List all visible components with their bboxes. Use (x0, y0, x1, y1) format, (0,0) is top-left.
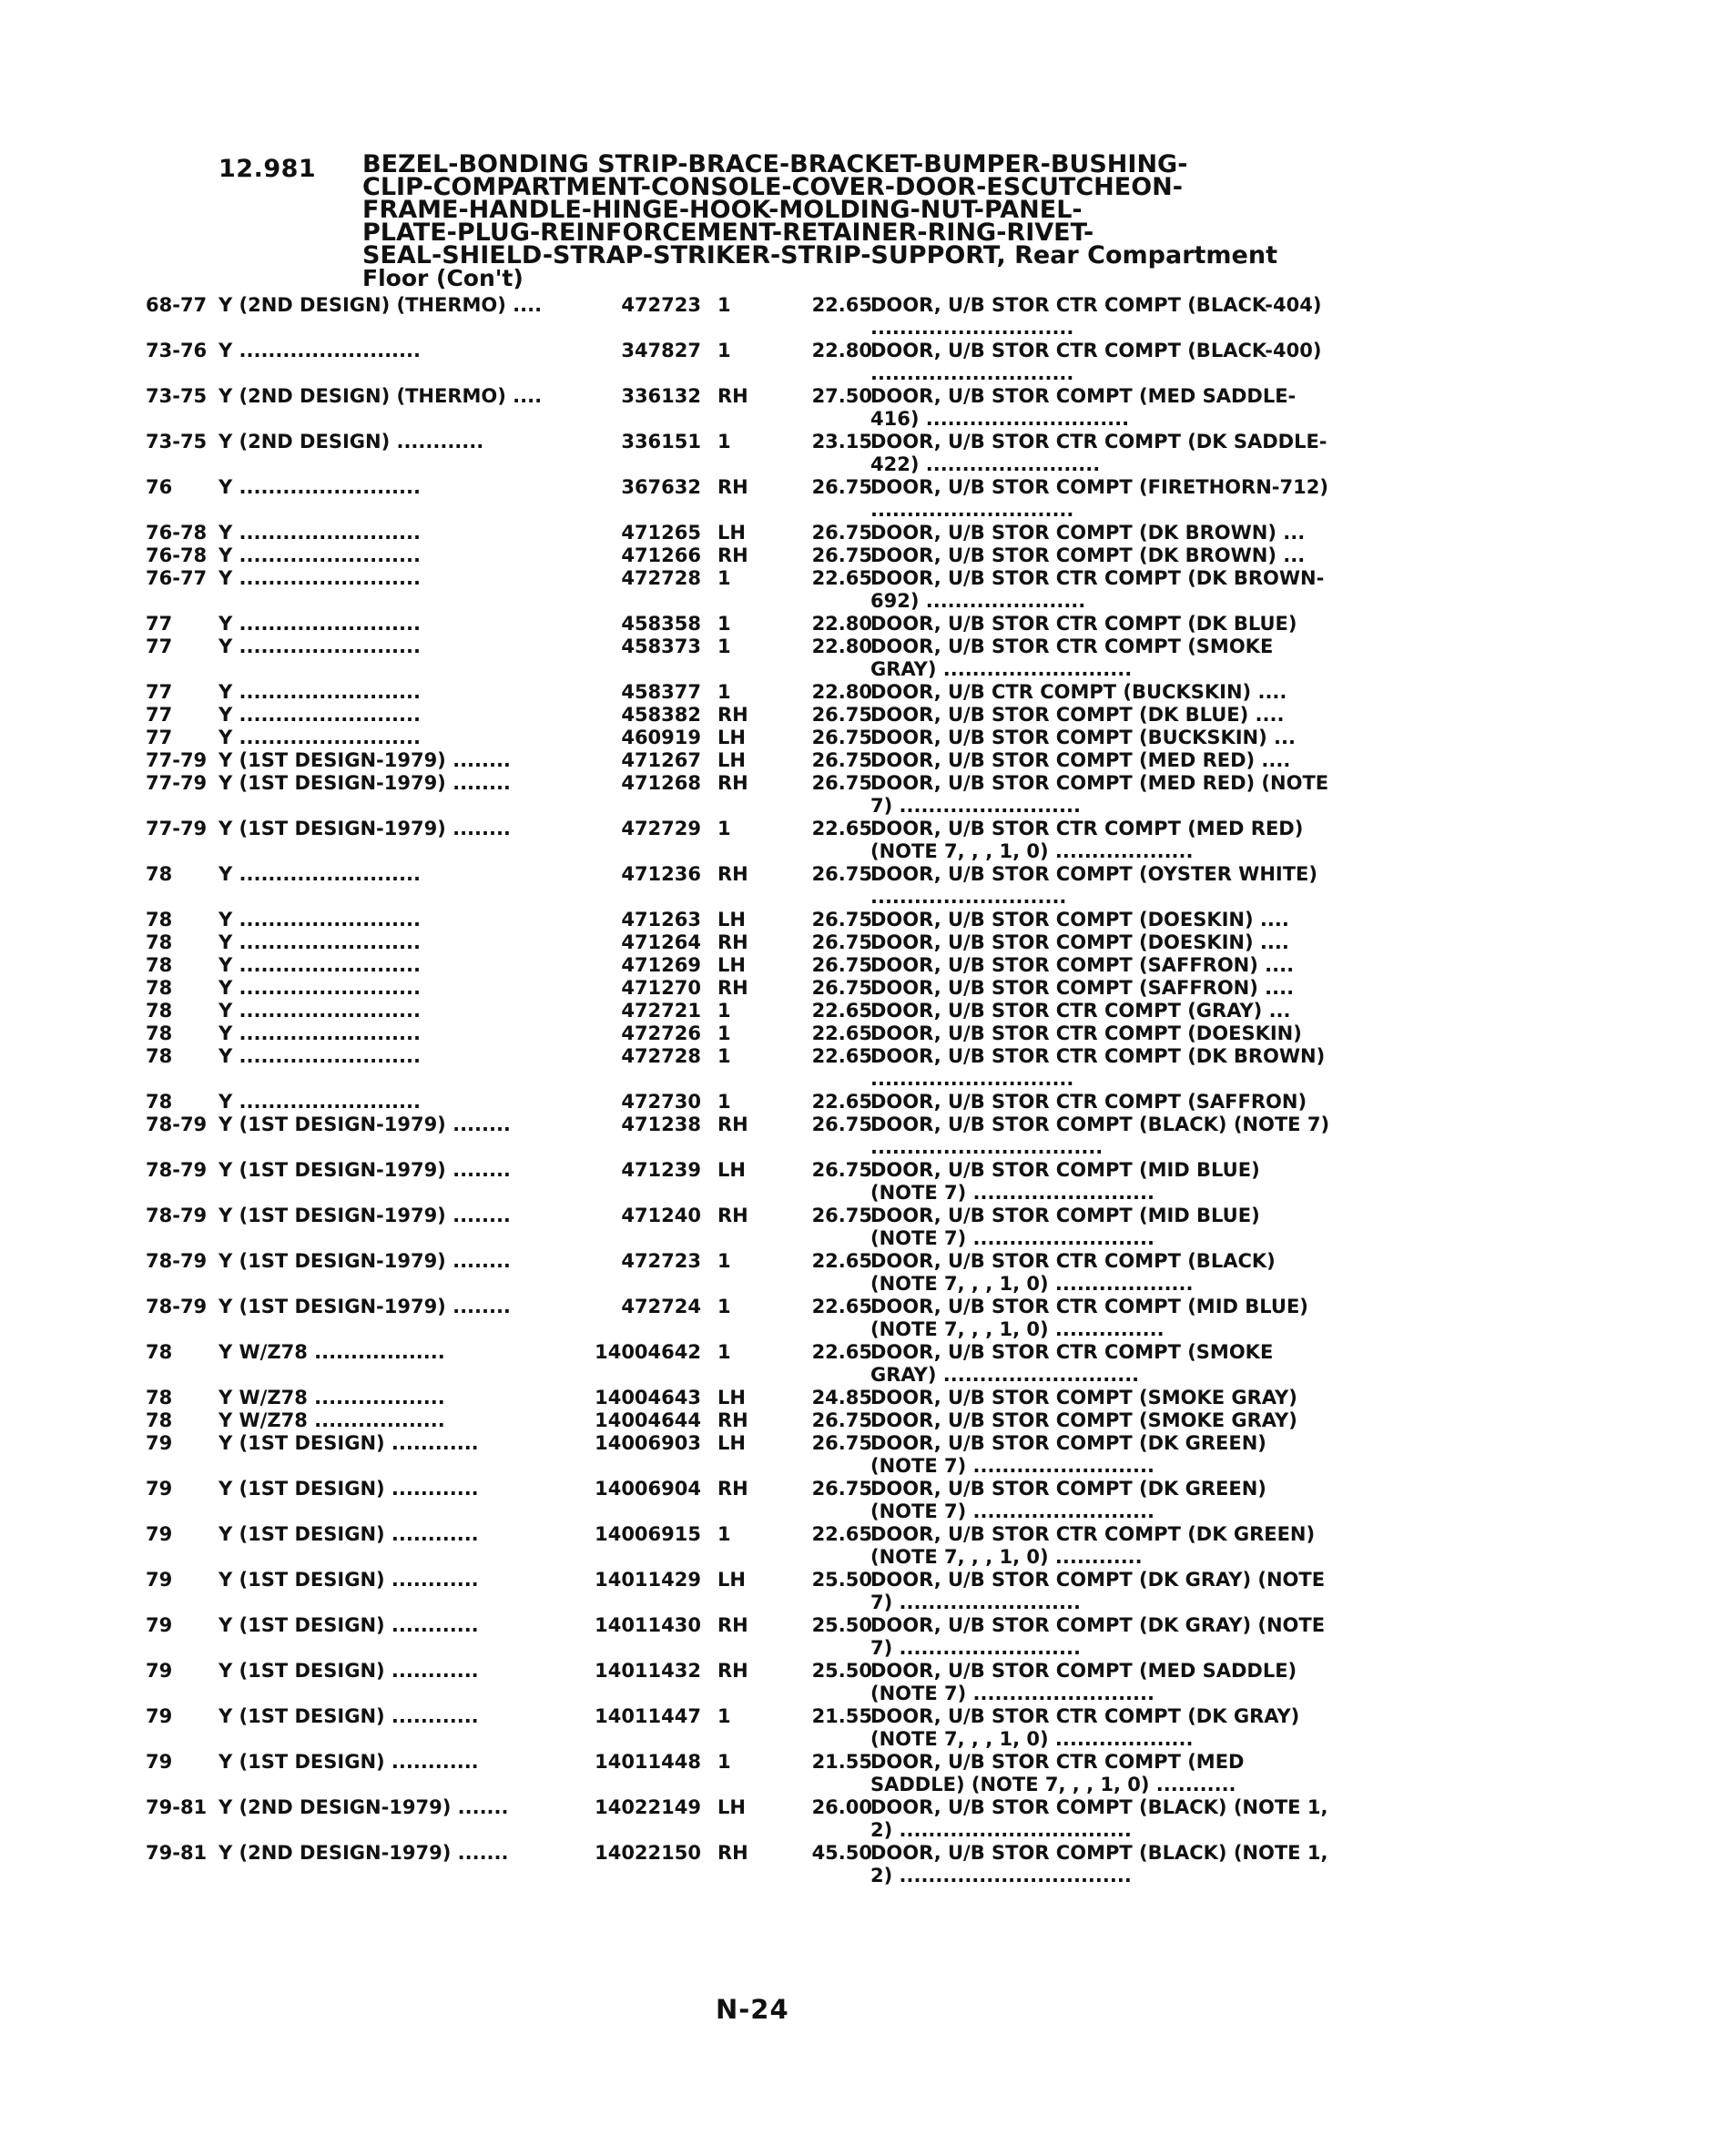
title-line: SEAL-SHIELD-STRAP-STRIKER-STRIP-SUPPORT, Rear Compartment (362, 241, 1277, 270)
price-cell: 22.65 (811, 1000, 872, 1022)
description-cell: DOOR, U/B STOR CTR COMPT (SMOKE GRAY) .......................... (870, 636, 1274, 680)
description-cell: DOOR, U/B STOR COMPT (MED RED) .... (870, 749, 1291, 771)
model-cell: Y ......................... (219, 544, 421, 566)
year-cell: 78 (146, 931, 173, 953)
description-cell: DOOR, U/B STOR CTR COMPT (MID BLUE) (NOTE 7, , , 1, 0) ............... (870, 1296, 1308, 1340)
price-cell: 22.65 (811, 1091, 872, 1113)
description-cell: DOOR, U/B STOR COMPT (OYSTER WHITE) ........................... (870, 863, 1317, 908)
model-cell: Y (1ST DESIGN-1979) ........ (219, 749, 511, 771)
year-cell: 79 (146, 1523, 173, 1545)
price-cell: 26.75 (811, 1159, 872, 1181)
quantity-cell: RH (717, 1842, 748, 1864)
quantity-cell: 1 (717, 636, 731, 657)
part-number-cell: 472723 (621, 1250, 701, 1272)
quantity-cell: RH (717, 704, 748, 726)
year-cell: 76-78 (146, 522, 208, 544)
description-cell: DOOR, U/B STOR COMPT (DK BROWN) ... (870, 522, 1306, 544)
part-number-cell: 336151 (621, 431, 701, 453)
part-number-cell: 471266 (621, 544, 701, 566)
price-cell: 26.75 (811, 1205, 872, 1226)
price-cell: 22.65 (811, 1022, 872, 1044)
price-cell: 22.65 (811, 1341, 872, 1363)
model-cell: Y ......................... (219, 954, 421, 976)
model-cell: Y (1ST DESIGN-1979) ........ (219, 818, 511, 839)
model-cell: Y ......................... (219, 1091, 421, 1113)
description-cell: DOOR, U/B STOR COMPT (MID BLUE) (NOTE 7) ......................... (870, 1159, 1260, 1204)
year-cell: 78-79 (146, 1114, 208, 1135)
model-cell: Y ......................... (219, 567, 421, 589)
description-cell: DOOR, U/B STOR CTR COMPT (BLACK-404) ............................ (870, 294, 1322, 339)
price-cell: 25.50 (811, 1660, 872, 1682)
price-cell: 26.75 (811, 727, 872, 748)
year-cell: 78-79 (146, 1159, 208, 1181)
quantity-cell: 1 (717, 1341, 731, 1363)
description-cell: DOOR, U/B STOR CTR COMPT (DK GREEN) (NOTE 7, , , 1, 0) ............ (870, 1523, 1316, 1568)
description-cell: DOOR, U/B STOR CTR COMPT (SMOKE GRAY) ........................... (870, 1341, 1274, 1386)
part-number-cell: 471270 (621, 977, 701, 999)
part-number-cell: 472726 (621, 1022, 701, 1044)
quantity-cell: RH (717, 476, 748, 498)
model-cell: Y (2ND DESIGN) (THERMO) .... (219, 385, 543, 407)
model-cell: Y ......................... (219, 340, 421, 361)
part-number-cell: 14022149 (595, 1796, 701, 1818)
title-line: FRAME-HANDLE-HINGE-HOOK-MOLDING-NUT-PANEL- (362, 196, 1083, 224)
part-number-cell: 472721 (621, 1000, 701, 1022)
year-cell: 79 (146, 1705, 173, 1727)
price-cell: 22.80 (811, 613, 872, 635)
quantity-cell: LH (717, 727, 746, 748)
description-cell: DOOR, U/B STOR COMPT (DOESKIN) .... (870, 931, 1289, 953)
price-cell: 26.75 (811, 749, 872, 771)
year-cell: 78 (146, 1045, 173, 1067)
quantity-cell: 1 (717, 1022, 731, 1044)
model-cell: Y ......................... (219, 931, 421, 953)
part-number-cell: 471236 (621, 863, 701, 885)
price-cell: 26.75 (811, 772, 872, 794)
quantity-cell: RH (717, 772, 748, 794)
quantity-cell: RH (717, 977, 748, 999)
part-number-cell: 14004644 (595, 1409, 701, 1431)
price-cell: 26.75 (811, 522, 872, 544)
part-number-cell: 14006903 (595, 1432, 701, 1454)
section-subtitle: Floor (Con't) (362, 265, 524, 291)
year-cell: 79-81 (146, 1796, 208, 1818)
price-cell: 21.55 (811, 1751, 872, 1773)
year-cell: 77-79 (146, 772, 208, 794)
quantity-cell: RH (717, 1614, 748, 1636)
quantity-cell: LH (717, 1569, 746, 1591)
description-cell: DOOR, U/B STOR COMPT (SAFFRON) .... (870, 977, 1295, 999)
model-cell: Y (1ST DESIGN) ............ (219, 1478, 479, 1500)
quantity-cell: LH (717, 954, 746, 976)
year-cell: 77 (146, 613, 173, 635)
price-cell: 45.50 (811, 1842, 872, 1864)
price-cell: 26.75 (811, 954, 872, 976)
model-cell: Y ......................... (219, 476, 421, 498)
part-number-cell: 472728 (621, 1045, 701, 1067)
part-number-cell: 471268 (621, 772, 701, 794)
part-number-cell: 471267 (621, 749, 701, 771)
model-cell: Y ......................... (219, 613, 421, 635)
part-number-cell: 472728 (621, 567, 701, 589)
part-number-cell: 472723 (621, 294, 701, 316)
quantity-cell: 1 (717, 613, 731, 635)
description-cell: DOOR, U/B STOR CTR COMPT (MED SADDLE) (NOTE 7, , , 1, 0) ........... (870, 1751, 1245, 1795)
description-cell: DOOR, U/B STOR COMPT (SAFFRON) .... (870, 954, 1295, 976)
year-cell: 78 (146, 977, 173, 999)
price-cell: 22.65 (811, 818, 872, 839)
description-cell: DOOR, U/B STOR COMPT (MID BLUE) (NOTE 7) ......................... (870, 1205, 1260, 1249)
year-cell: 77 (146, 727, 173, 748)
part-number-cell: 14011430 (595, 1614, 701, 1636)
quantity-cell: RH (717, 931, 748, 953)
quantity-cell: RH (717, 385, 748, 407)
description-cell: DOOR, U/B STOR CTR COMPT (BLACK-400) ............................ (870, 340, 1322, 384)
part-number-cell: 471265 (621, 522, 701, 544)
model-cell: Y (1ST DESIGN) ............ (219, 1523, 479, 1545)
price-cell: 22.65 (811, 1523, 872, 1545)
quantity-cell: LH (717, 1796, 746, 1818)
model-cell: Y (2ND DESIGN-1979) ....... (219, 1796, 509, 1818)
price-cell: 26.75 (811, 863, 872, 885)
model-cell: Y (1ST DESIGN-1979) ........ (219, 1250, 511, 1272)
description-cell: DOOR, U/B STOR CTR COMPT (DK SADDLE-422) ........................ (870, 431, 1327, 475)
description-cell: DOOR, U/B STOR CTR COMPT (SAFFRON) (870, 1091, 1307, 1113)
year-cell: 78 (146, 909, 173, 931)
year-cell: 79 (146, 1478, 173, 1500)
part-number-cell: 472730 (621, 1091, 701, 1113)
price-cell: 22.65 (811, 567, 872, 589)
quantity-cell: 1 (717, 567, 731, 589)
price-cell: 21.55 (811, 1705, 872, 1727)
description-cell: DOOR, U/B STOR COMPT (SMOKE GRAY) (870, 1387, 1297, 1409)
quantity-cell: LH (717, 522, 746, 544)
quantity-cell: RH (717, 1478, 748, 1500)
description-cell: DOOR, U/B STOR COMPT (BLACK) (NOTE 1, 2) ................................ (870, 1796, 1328, 1841)
model-cell: Y (1ST DESIGN) ............ (219, 1660, 479, 1682)
model-cell: Y (1ST DESIGN-1979) ........ (219, 772, 511, 794)
model-cell: Y W/Z78 .................. (219, 1341, 445, 1363)
part-number-cell: 336132 (621, 385, 701, 407)
model-cell: Y (2ND DESIGN) (THERMO) .... (219, 294, 543, 316)
part-number-cell: 471239 (621, 1159, 701, 1181)
section-title (362, 150, 1528, 291)
year-cell: 78-79 (146, 1296, 208, 1317)
model-cell: Y ......................... (219, 1000, 421, 1022)
part-number-cell: 471263 (621, 909, 701, 931)
model-cell: Y (1ST DESIGN) ............ (219, 1705, 479, 1727)
description-cell: DOOR, U/B STOR COMPT (DOESKIN) .... (870, 909, 1289, 931)
quantity-cell: LH (717, 1387, 746, 1409)
quantity-cell: 1 (717, 1045, 731, 1067)
year-cell: 78 (146, 1091, 173, 1113)
model-cell: Y (2ND DESIGN-1979) ....... (219, 1842, 509, 1864)
part-number-cell: 14006915 (595, 1523, 701, 1545)
year-cell: 76 (146, 476, 173, 498)
description-cell: DOOR, U/B STOR COMPT (BLACK) (NOTE 1, 2) ................................ (870, 1842, 1328, 1886)
model-cell: Y (1ST DESIGN-1979) ........ (219, 1296, 511, 1317)
model-cell: Y ......................... (219, 1045, 421, 1067)
year-cell: 76-77 (146, 567, 208, 589)
model-cell: Y W/Z78 .................. (219, 1409, 445, 1431)
quantity-cell: 1 (717, 1250, 731, 1272)
price-cell: 22.65 (811, 294, 872, 316)
part-number-cell: 14006904 (595, 1478, 701, 1500)
part-number-cell: 347827 (621, 340, 701, 361)
year-cell: 78 (146, 1022, 173, 1044)
model-cell: Y (1ST DESIGN-1979) ........ (219, 1205, 511, 1226)
year-cell: 77 (146, 636, 173, 657)
price-cell: 26.75 (811, 1409, 872, 1431)
quantity-cell: RH (717, 1660, 748, 1682)
quantity-cell: LH (717, 1159, 746, 1181)
year-cell: 79 (146, 1569, 173, 1591)
description-cell: DOOR, U/B STOR CTR COMPT (MED RED) (NOTE 7, , , 1, 0) ................... (870, 818, 1304, 862)
part-number-cell: 458358 (621, 613, 701, 635)
year-cell: 73-75 (146, 385, 208, 407)
price-cell: 26.75 (811, 909, 872, 931)
model-cell: Y W/Z78 .................. (219, 1387, 445, 1409)
year-cell: 79 (146, 1432, 173, 1454)
price-cell: 24.85 (811, 1387, 872, 1409)
quantity-cell: RH (717, 863, 748, 885)
part-number-cell: 14004642 (595, 1341, 701, 1363)
quantity-cell: LH (717, 1432, 746, 1454)
description-cell: DOOR, U/B STOR CTR COMPT (DK BROWN) ............................ (870, 1045, 1326, 1090)
part-number-cell: 458373 (621, 636, 701, 657)
model-cell: Y ......................... (219, 1022, 421, 1044)
price-cell: 22.80 (811, 681, 872, 703)
quantity-cell: 1 (717, 1000, 731, 1022)
year-cell: 78 (146, 1341, 173, 1363)
quantity-cell: 1 (717, 1705, 731, 1727)
quantity-cell: 1 (717, 681, 731, 703)
price-cell: 25.50 (811, 1569, 872, 1591)
model-cell: Y ......................... (219, 522, 421, 544)
description-cell: DOOR, U/B STOR COMPT (DK GRAY) (NOTE 7) ......................... (870, 1569, 1326, 1613)
year-cell: 79 (146, 1751, 173, 1773)
description-cell: DOOR, U/B STOR COMPT (DK BLUE) .... (870, 704, 1285, 726)
description-cell: DOOR, U/B STOR CTR COMPT (DK BLUE) (870, 613, 1297, 635)
part-number-cell: 14011432 (595, 1660, 701, 1682)
part-number-cell: 471264 (621, 931, 701, 953)
description-cell: DOOR, U/B STOR CTR COMPT (BLACK) (NOTE 7, , , 1, 0) ................... (870, 1250, 1276, 1295)
year-cell: 77-79 (146, 749, 208, 771)
price-cell: 26.00 (811, 1796, 872, 1818)
model-cell: Y ......................... (219, 863, 421, 885)
model-cell: Y ......................... (219, 636, 421, 657)
part-number-cell: 14004643 (595, 1387, 701, 1409)
price-cell: 22.65 (811, 1045, 872, 1067)
description-cell: DOOR, U/B STOR COMPT (SMOKE GRAY) (870, 1409, 1297, 1431)
title-line: PLATE-PLUG-REINFORCEMENT-RETAINER-RING-RIVET- (362, 219, 1094, 247)
year-cell: 79 (146, 1660, 173, 1682)
description-cell: DOOR, U/B STOR COMPT (FIRETHORN-712) ............................ (870, 476, 1328, 521)
model-cell: Y (1ST DESIGN-1979) ........ (219, 1159, 511, 1181)
quantity-cell: LH (717, 909, 746, 931)
year-cell: 76-78 (146, 544, 208, 566)
quantity-cell: 1 (717, 1091, 731, 1113)
quantity-cell: 1 (717, 431, 731, 453)
price-cell: 26.75 (811, 1114, 872, 1135)
description-cell: DOOR, U/B STOR COMPT (DK BROWN) ... (870, 544, 1306, 566)
part-number-cell: 472729 (621, 818, 701, 839)
quantity-cell: 1 (717, 1523, 731, 1545)
year-cell: 73-75 (146, 431, 208, 453)
quantity-cell: RH (717, 1205, 748, 1226)
quantity-cell: 1 (717, 1296, 731, 1317)
part-number-cell: 460919 (621, 727, 701, 748)
quantity-cell: RH (717, 1114, 748, 1135)
price-cell: 25.50 (811, 1614, 872, 1636)
year-cell: 78-79 (146, 1250, 208, 1272)
price-cell: 26.75 (811, 931, 872, 953)
year-cell: 73-76 (146, 340, 208, 361)
quantity-cell: 1 (717, 294, 731, 316)
year-cell: 78 (146, 1000, 173, 1022)
year-cell: 78-79 (146, 1205, 208, 1226)
year-cell: 68-77 (146, 294, 208, 316)
model-cell: Y ......................... (219, 977, 421, 999)
quantity-cell: RH (717, 1409, 748, 1431)
part-number-cell: 14011429 (595, 1569, 701, 1591)
year-cell: 78 (146, 863, 173, 885)
part-number-cell: 14011448 (595, 1751, 701, 1773)
section-number: 12.981 (219, 155, 317, 183)
quantity-cell: 1 (717, 1751, 731, 1773)
model-cell: Y ......................... (219, 704, 421, 726)
year-cell: 77-79 (146, 818, 208, 839)
price-cell: 26.75 (811, 476, 872, 498)
year-cell: 77 (146, 681, 173, 703)
part-number-cell: 471238 (621, 1114, 701, 1135)
part-number-cell: 471269 (621, 954, 701, 976)
price-cell: 26.75 (811, 1432, 872, 1454)
price-cell: 26.75 (811, 1478, 872, 1500)
year-cell: 79-81 (146, 1842, 208, 1864)
price-cell: 22.65 (811, 1250, 872, 1272)
description-cell: DOOR, U/B STOR CTR COMPT (DK GRAY) (NOTE 7, , , 1, 0) ................... (870, 1705, 1300, 1750)
model-cell: Y (2ND DESIGN) ............ (219, 431, 484, 453)
part-number-cell: 458377 (621, 681, 701, 703)
description-cell: DOOR, U/B STOR COMPT (MED SADDLE-416) ............................ (870, 385, 1297, 430)
description-cell: DOOR, U/B CTR COMPT (BUCKSKIN) .... (870, 681, 1287, 703)
model-cell: Y ......................... (219, 727, 421, 748)
year-cell: 78 (146, 1387, 173, 1409)
model-cell: Y (1ST DESIGN) ............ (219, 1614, 479, 1636)
title-line: CLIP-COMPARTMENT-CONSOLE-COVER-DOOR-ESCUTCHEON- (362, 173, 1183, 201)
model-cell: Y (1ST DESIGN) ............ (219, 1751, 479, 1773)
price-cell: 26.75 (811, 977, 872, 999)
price-cell: 22.65 (811, 1296, 872, 1317)
year-cell: 78 (146, 1409, 173, 1431)
description-cell: DOOR, U/B STOR COMPT (BUCKSKIN) ... (870, 727, 1296, 748)
year-cell: 79 (146, 1614, 173, 1636)
model-cell: Y ......................... (219, 681, 421, 703)
price-cell: 22.80 (811, 340, 872, 361)
model-cell: Y (1ST DESIGN) ............ (219, 1569, 479, 1591)
price-cell: 26.75 (811, 544, 872, 566)
price-cell: 23.15 (811, 431, 872, 453)
price-cell: 26.75 (811, 704, 872, 726)
model-cell: Y (1ST DESIGN-1979) ........ (219, 1114, 511, 1135)
model-cell: Y (1ST DESIGN) ............ (219, 1432, 479, 1454)
quantity-cell: LH (717, 749, 746, 771)
part-number-cell: 472724 (621, 1296, 701, 1317)
quantity-cell: RH (717, 544, 748, 566)
page-number: N-24 (716, 1994, 789, 2025)
part-number-cell: 14011447 (595, 1705, 701, 1727)
price-cell: 27.50 (811, 385, 872, 407)
description-cell: DOOR, U/B STOR COMPT (MED SADDLE) (NOTE 7) ......................... (870, 1660, 1297, 1704)
year-cell: 78 (146, 954, 173, 976)
description-cell: DOOR, U/B STOR COMPT (DK GREEN) (NOTE 7) ......................... (870, 1478, 1266, 1522)
description-cell: DOOR, U/B STOR CTR COMPT (GRAY) ... (870, 1000, 1291, 1022)
description-cell: DOOR, U/B STOR COMPT (DK GREEN) (NOTE 7) ......................... (870, 1432, 1266, 1477)
title-line: BEZEL-BONDING STRIP-BRACE-BRACKET-BUMPER-BUSHING- (362, 150, 1188, 178)
part-number-cell: 458382 (621, 704, 701, 726)
year-cell: 77 (146, 704, 173, 726)
description-cell: DOOR, U/B STOR CTR COMPT (DK BROWN-692) ...................... (870, 567, 1325, 612)
description-cell: DOOR, U/B STOR COMPT (DK GRAY) (NOTE 7) ......................... (870, 1614, 1326, 1659)
model-cell: Y ......................... (219, 909, 421, 931)
quantity-cell: 1 (717, 818, 731, 839)
quantity-cell: 1 (717, 340, 731, 361)
description-cell: DOOR, U/B STOR CTR COMPT (DOESKIN) (870, 1022, 1302, 1044)
description-cell: DOOR, U/B STOR COMPT (MED RED) (NOTE 7) ......................... (870, 772, 1329, 817)
part-number-cell: 367632 (621, 476, 701, 498)
part-number-cell: 14022150 (595, 1842, 701, 1864)
part-number-cell: 471240 (621, 1205, 701, 1226)
description-cell: DOOR, U/B STOR COMPT (BLACK) (NOTE 7) ................................ (870, 1114, 1330, 1158)
price-cell: 22.80 (811, 636, 872, 657)
